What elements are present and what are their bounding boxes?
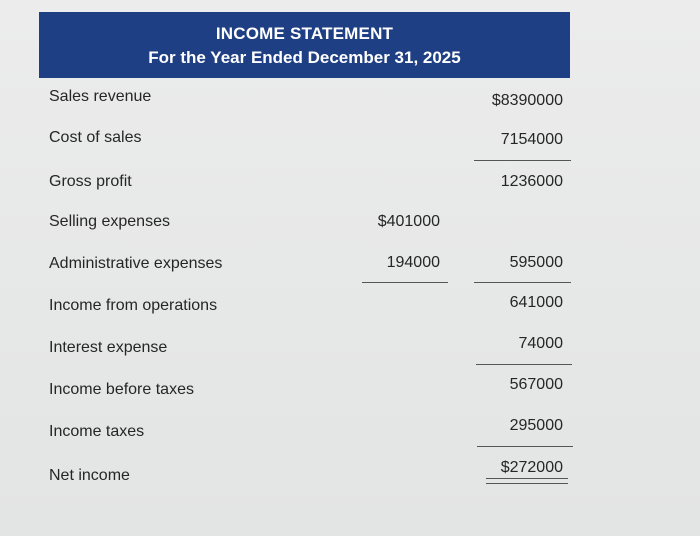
value-income-taxes: 295000: [509, 417, 563, 434]
subtotal-rule: [476, 364, 572, 365]
label-administrative-expenses: Administrative expenses: [49, 255, 223, 272]
label-income-from-operations: Income from operations: [49, 297, 218, 314]
value-selling-expenses: $401000: [377, 213, 440, 230]
label-gross-profit: Gross profit: [49, 173, 132, 190]
statement-period: For the Year Ended December 31, 2025: [148, 48, 461, 67]
value-cost-of-sales: 7154000: [500, 131, 563, 148]
subtotal-rule: [474, 282, 571, 283]
value-income-before-taxes: 567000: [509, 376, 563, 393]
value-net-income: $272000: [500, 459, 563, 476]
subtotal-rule: [477, 446, 573, 447]
statement-header: [39, 12, 570, 78]
value-interest-expense: 74000: [518, 335, 563, 352]
double-underline-net-income: [486, 478, 568, 484]
value-sales-revenue: $8390000: [491, 92, 563, 109]
label-income-taxes: Income taxes: [49, 423, 145, 440]
label-net-income: Net income: [49, 467, 130, 484]
subtotal-rule: [474, 160, 571, 161]
value-income-from-operations: 641000: [509, 294, 563, 311]
subtotal-rule: [362, 282, 448, 283]
statement-title: INCOME STATEMENT: [215, 24, 394, 43]
label-interest-expense: Interest expense: [49, 339, 168, 356]
label-selling-expenses: Selling expenses: [49, 213, 170, 230]
label-income-before-taxes: Income before taxes: [49, 381, 194, 398]
value-administrative-expenses: 194000: [386, 254, 440, 271]
value-gross-profit: 1236000: [500, 173, 563, 190]
value-total-operating-expenses: 595000: [509, 254, 563, 271]
label-sales-revenue: Sales revenue: [49, 88, 152, 105]
label-cost-of-sales: Cost of sales: [49, 129, 142, 146]
